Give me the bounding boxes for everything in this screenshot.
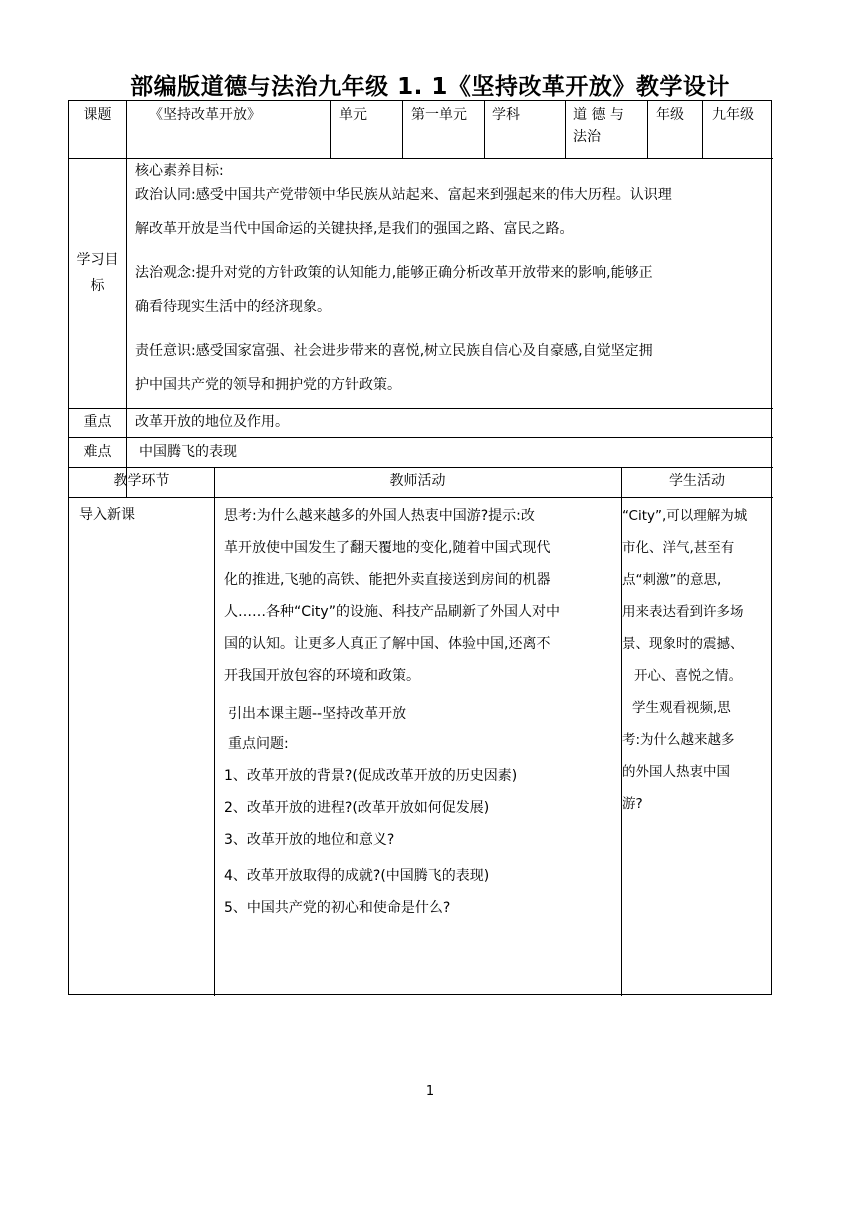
value-keti: 《坚持改革开放》	[149, 107, 261, 123]
header-stage: 教学环节	[113, 473, 170, 489]
label-xueke: 学科	[492, 107, 520, 123]
goals-heading: 核心素养目标:	[135, 163, 224, 179]
label-keti: 课题	[83, 107, 112, 123]
value-zhongdian: 改革开放的地位及作用。	[135, 414, 289, 430]
row-divider	[69, 437, 773, 438]
value-xueke: 道 德 与 法治	[573, 107, 624, 145]
topic-line: 引出本课主题--坚持改革开放	[228, 706, 407, 722]
goals-content: 核心素养目标: 政治认同:感受中国共产党带领中华民族从站起来、富起来到强起来的伟大历程。认识理 解改革开放是当代中国命运的关键抉择,是我们的强国之路、富民之路。 法治观念:提升对党的方针政策的认知能力,能够正确分析改革开放带来的影响,能够正 确看待现实生活中的经济现象。 责任意识:感受国家富强、社会进步带来的喜悦,树立民族自信心及自豪感,自觉坚定拥 护中国共产党的领导和拥护党的方针政策。	[135, 159, 769, 397]
label-nandian: 难点	[83, 444, 112, 460]
row-divider	[69, 408, 773, 409]
value-nandian: 中国腾飞的表现	[139, 444, 237, 460]
page-number: 1	[425, 1084, 435, 1099]
document-title: 部编版道德与法治九年级 1. 1《坚持改革开放》教学设计	[130, 74, 730, 100]
student-activity: “City”,可以理解为城 市化、洋气,甚至有 点“刺激”的意思, 用来表达看到许多场 景、现象时的震撼、 开心、喜悦之情。 学生观看视频,思 考:为什么越来越多 的外国人热衷中国 游?	[622, 508, 748, 812]
stage-intro: 导入新课	[79, 507, 135, 523]
key-question-label: 重点问题:	[228, 736, 289, 752]
question-item: 5、中国共产党的初心和使命是什么?	[224, 900, 451, 916]
row-divider	[69, 467, 773, 468]
row-divider	[69, 497, 773, 498]
teacher-activity: 思考:为什么越来越多的外国人热衷中国游?提示:改 革开放使中国发生了翻天覆地的变化,随着中国式现代 化的推进,飞驰的高铁、能把外卖直接送到房间的机器 人……各种“City”的设施、科技产品刷新了外国人对中 国的认知。让更多人真正了解中国、体验中国,还离不 开我国开放包容的环境和政策。 引出本课主题--坚持改革开放 重点问题: 1、改革开放的背景?(促成改革开放的历史因素) 2、改革开放的进程?(改革开放如何促发展) 3、改革开放的地位和意义? 4、改革开放取得的成就?(中国腾飞的表现) 5、中国共产党的初心和使命是什么?	[224, 500, 619, 924]
value-danyuan: 第一单元	[411, 107, 467, 123]
question-item: 2、改革开放的进程?(改革开放如何促发展)	[224, 800, 490, 816]
label-danyuan: 单元	[339, 107, 367, 123]
value-nianji: 九年级	[712, 107, 754, 123]
label-goals: 学习目 标	[76, 252, 119, 294]
question-item: 1、改革开放的背景?(促成改革开放的历史因素)	[224, 768, 518, 784]
header-teacher: 教师活动	[389, 473, 446, 489]
question-item: 3、改革开放的地位和意义?	[224, 832, 395, 848]
question-item: 4、改革开放取得的成就?(中国腾飞的表现)	[224, 868, 490, 884]
label-nianji: 年级	[656, 107, 684, 123]
header-student: 学生活动	[669, 473, 725, 489]
label-zhongdian: 重点	[83, 414, 112, 430]
lesson-plan-table	[68, 100, 772, 995]
